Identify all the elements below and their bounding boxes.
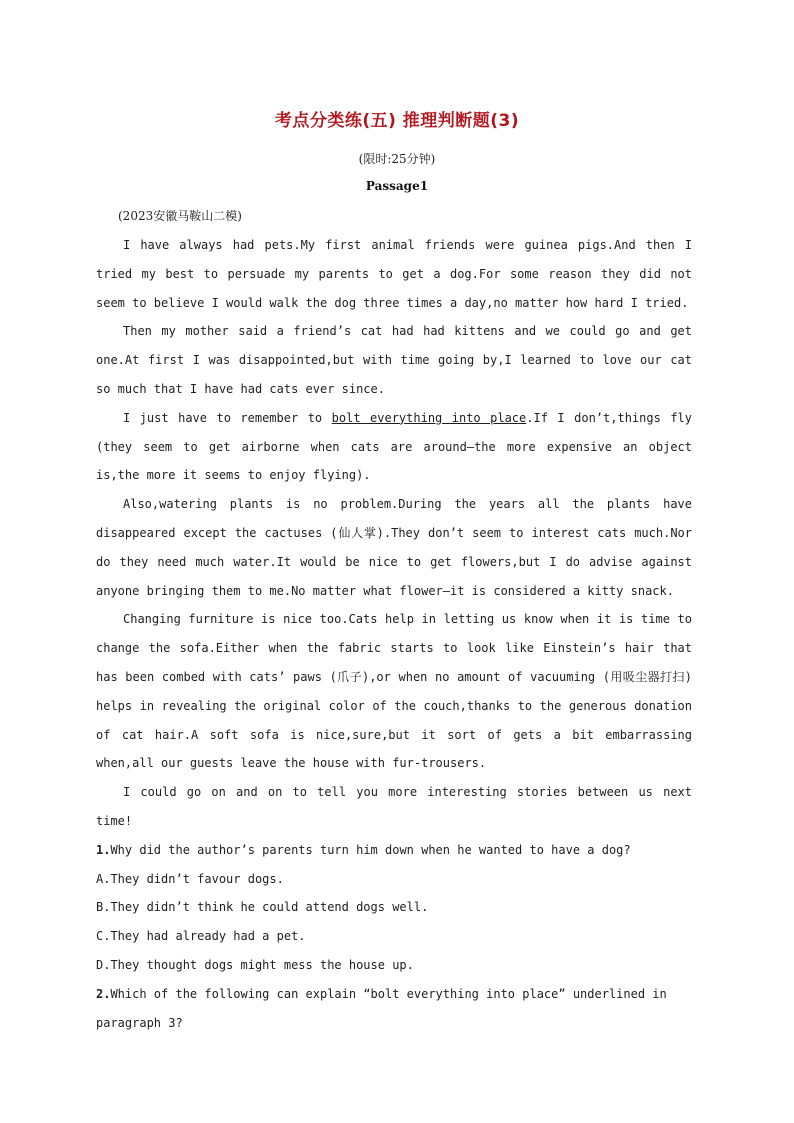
passage-body: [96, 231, 692, 1037]
paragraph-6: I could go on and on to tell you more interesting stories between us next time!: [96, 785, 692, 828]
question-2-text: Which of the following can explain “bolt everything into place” underlined in paragraph 3?: [96, 986, 667, 1030]
paragraph-3-start: I just have to remember to: [123, 410, 332, 425]
question-1-option-c: C.They had already had a pet.: [96, 929, 306, 944]
source-note: (2023安徽马鞍山二模): [118, 209, 242, 223]
time-limit: (限时:25分钟): [358, 152, 436, 166]
paragraph-2: Then my mother said a friend’s cat had had kittens and we could go and get one.At first I was disappointed,but with time going by,I learned to love our cat so much that I have had cats ever since.: [96, 324, 692, 396]
question-1: [96, 836, 692, 865]
paragraph-3-end: .If I don’t,things fly (they seem to get airborne when cats are around—the more expensive an object is,the more it seems to enjoy flying).: [96, 410, 692, 483]
underlined-phrase: bolt everything into place: [331, 410, 527, 425]
passage-label: Passage1: [365, 179, 429, 193]
paragraph-1: I have always had pets.My first animal friends were guinea pigs.And then I tried my best to persuade my parents to get a dog.For some reason they did not seem to believe I would walk the dog three times a day,no matter how hard I tried.: [96, 238, 692, 310]
question-1-number: 1.: [96, 842, 111, 857]
paragraph-5: Changing furniture is nice too.Cats help in letting us know when it is time to change the sofa.Either when the fabric starts to look like Einstein’s hair that has been combed with cats’ paws (爪子),or when no amount of vacuuming (用吸尘器打扫) helps in revealing the original color of the couch,thanks to the generous donation of cat hair.A soft sofa is nice,sure,but it sort of gets a bit embarrassing when,all our guests leave the house with fur-trousers.: [96, 612, 692, 771]
page-title: 考点分类练(五) 推理判断题(3): [274, 111, 520, 131]
question-1-option-b: B.They didn’t think he could attend dogs well.: [96, 900, 429, 915]
question-1-option-a: A.They didn’t favour dogs.: [96, 871, 284, 886]
question-2: [96, 980, 692, 1038]
paragraph-4: Also,watering plants is no problem.During the years all the plants have disappeared except the cactuses (仙人掌).They don’t seem to interest cats much.Nor do they need much water.It would be nice to get flowers,but I do advise against anyone bringing them to me.No matter what flower—it is considered a kitty snack.: [96, 497, 692, 598]
paragraph-3: [96, 404, 692, 490]
question-2-number: 2.: [96, 986, 111, 1001]
question-1-text: Why did the author’s parents turn him down when he wanted to have a dog?: [110, 842, 631, 857]
question-1-option-d: D.They thought dogs might mess the house up.: [96, 957, 414, 972]
